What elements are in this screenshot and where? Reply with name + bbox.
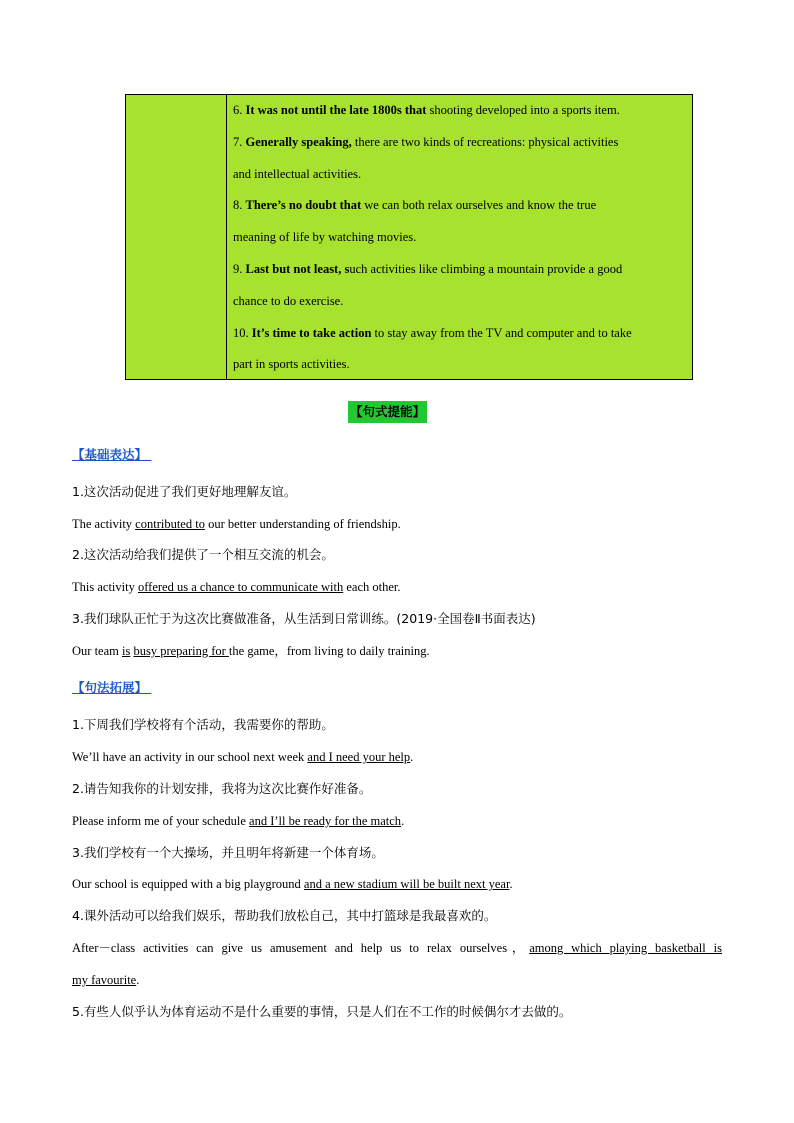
- basic-q2-english: This activity offered us a chance to communicate with each other.: [72, 580, 401, 594]
- expand-q4-english-line1: After－class activities can give us amusement and help us to relax ourselves，among which playing basketball is: [72, 941, 722, 955]
- expand-q1-chinese: 1.下周我们学校将有个活动，我需要你的帮助。: [72, 717, 334, 732]
- expand-q4-english-line2: my favourite.: [72, 973, 140, 987]
- basic-q1-english: The activity contributed to our better understanding of friendship.: [72, 517, 401, 531]
- expand-q3-english: Our school is equipped with a big playground and a new stadium will be built next year.: [72, 877, 513, 891]
- expand-heading: 【句法拓展】: [72, 680, 148, 695]
- basic-heading: 【基础表达】: [72, 447, 148, 462]
- basic-q2-chinese: 2.这次活动给我们提供了一个相互交流的机会。: [72, 547, 334, 562]
- basic-q1-chinese: 1.这次活动促进了我们更好地理解友谊。: [72, 484, 297, 499]
- expand-q4-chinese: 4.课外活动可以给我们娱乐，帮助我们放松自己，其中打篮球是我最喜欢的。: [72, 908, 497, 923]
- table-right-cell: [233, 95, 686, 381]
- basic-q3-chinese: 3.我们球队正忙于为这次比赛做准备，从生活到日常训练。(2019·全国卷Ⅱ书面表达): [72, 611, 536, 626]
- table-line: part in sports activities.: [233, 357, 350, 372]
- table-line: 8. There’s no doubt that we can both relax ourselves and know the true: [233, 198, 597, 213]
- expand-q2-english: Please inform me of your schedule and I’ll be ready for the match.: [72, 814, 405, 828]
- expand-q5-chinese: 5.有些人似乎认为体育运动不是什么重要的事情，只是人们在不工作的时候偶尔才去做的。: [72, 1004, 572, 1019]
- basic-q3-english: Our team is busy preparing for the game，from living to daily training.: [72, 644, 430, 658]
- expand-q1-english: We’ll have an activity in our school next week and I need your help.: [72, 750, 414, 764]
- table-line: 7. Generally speaking, there are two kinds of recreations: physical activities: [233, 134, 619, 149]
- section-title: 【句式提能】: [348, 401, 427, 423]
- table-line: and intellectual activities.: [233, 166, 362, 181]
- table-line: meaning of life by watching movies.: [233, 230, 417, 245]
- sentence-table: [125, 94, 693, 380]
- table-line: chance to do exercise.: [233, 293, 344, 308]
- table-left-cell: [126, 95, 227, 379]
- table-line: 9. Last but not least, such activities like climbing a mountain provide a good: [233, 261, 623, 276]
- table-line: 10. It’s time to take action to stay away from the TV and computer and to take: [233, 325, 632, 340]
- expand-q2-chinese: 2.请告知我你的计划安排，我将为这次比赛作好准备。: [72, 781, 372, 796]
- expand-q3-chinese: 3.我们学校有一个大操场，并且明年将新建一个体育场。: [72, 845, 384, 860]
- table-line: 6. It was not until the late 1800s that shooting developed into a sports item.: [233, 103, 620, 117]
